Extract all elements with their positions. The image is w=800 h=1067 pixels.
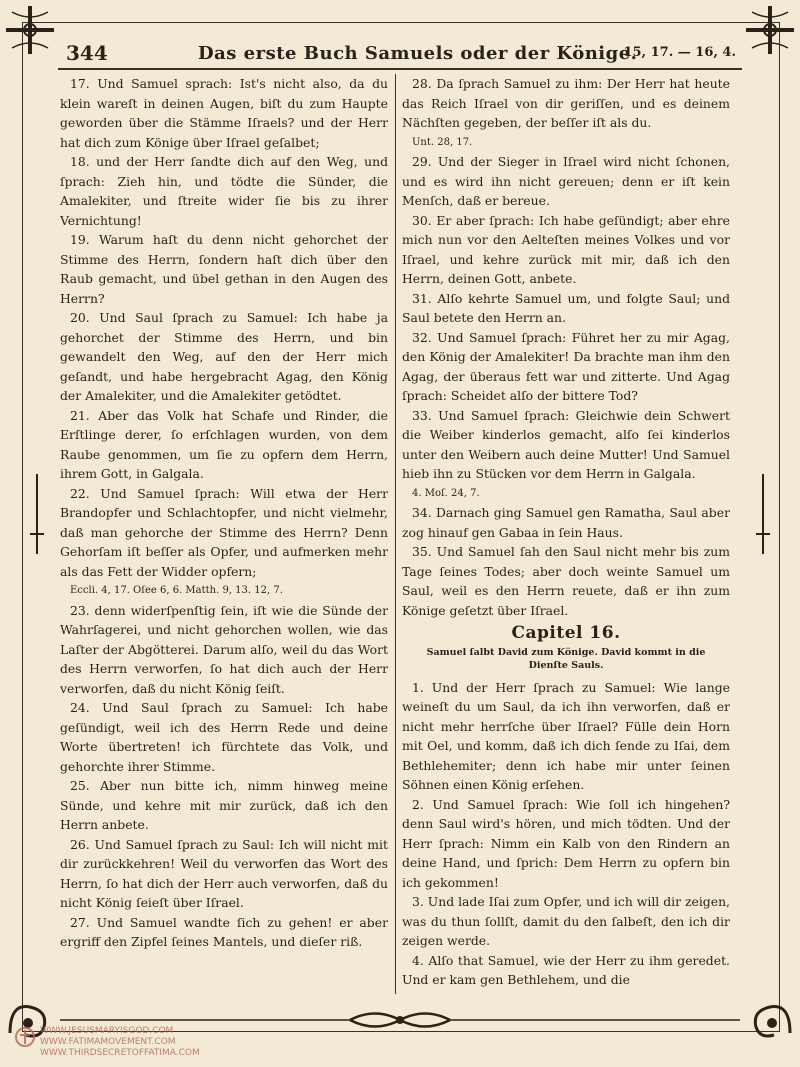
verse: 2. Und Samuel ſprach: Wie ſoll ich hingehen? denn Saul wird's hören, und mich tödten. Und der Herr ſprach: Nimm ein Kalb von den Rindern an deine Hand, und ſprich: Dem Herrn zu opfern bin ich gekommen! [402,796,730,890]
verse: 23. denn widerſpenſtig ſein, iſt wie die Sünde der Wahrſagerei, und nicht gehorchen wollen, wie das Laſter der Abgötterei. Darum alſo, weil du das Wort des Herrn verworfen, ſo hat dich auch der Herr verworfen, daß du nicht König ſeiſt. [60,602,388,696]
chapter-summary: Samuel ſalbt David zum Könige. David kommt in die Dienſte Sauls. [426,646,706,671]
verse: 1. Und der Herr ſprach zu Samuel: Wie lange weineſt du um Saul, da ich ihn verworfen, daß er nicht mehr herrſche über Iſrael? Fülle dein Horn mit Oel, und komm, daß ich dich ſende zu Iſai, dem Bethlehemiter; denn ich habe mir unter ſeinen Söhnen einen König erſehen. [402,679,730,792]
chapter-heading: Capitel 16. [511,623,621,643]
running-title: Das erste Buch Samuels oder der Könige. [198,43,638,64]
verse: 34. Darnach ging Samuel gen Ramatha, Saul aber zog hinauf gen Gabaa in ſein Haus. [402,505,730,540]
verse: 26. Und Samuel ſprach zu Saul: Ich will nicht mit dir zurückkehren! Weil du verworfen das Wort des Herrn, ſo hat dich der Herr auch verworfen, daß du nicht König ſeieſt über Iſrael. [60,836,388,910]
watermark-line: WWW.FATIMAMOVEMENT.COM [40,1037,176,1047]
verse: 30. Er aber ſprach: Ich habe geſündigt; aber ehre mich nun vor den Aelteſten meines Volkes und vor Iſrael, und kehre zurück mit mir, daß ich den Herrn, deinen Gott, anbete. [402,212,730,286]
right-column [402,74,730,994]
left-column [60,74,388,994]
chapter-verse-range: 15, 17. — 16, 4. [623,45,736,60]
watermark-line: WWW.THIRDSECRETOFFATIMA.COM [40,1048,200,1058]
text-columns [60,74,730,994]
verse: 27. Und Samuel wandte ſich zu gehen! er aber ergriff den Zipfel ſeines Mantels, und dieſer riß. [60,914,388,949]
corner-cross-ornament-icon [4,4,56,56]
verse: 32. Und Samuel ſprach: Führet her zu mir Agag, den König der Amalekiter! Da brachte man ihm den Agag, der überaus fett war und zitterte. Und Agag ſprach: Scheidet alſo der bittere Tod? [402,329,730,403]
verse: 31. Alſo kehrte Samuel um, und folgte Saul; und Saul betete den Herrn an. [402,290,730,325]
verse: 21. Aber das Volk hat Schafe und Rinder, die Erſtlinge derer, ſo erſchlagen wurden, von dem Raube genommen, um ſie zu opfern dem Herrn, ihrem Gott, in Galgala. [60,407,388,481]
verse: 24. Und Saul ſprach zu Samuel: Ich habe geſündigt, weil ich des Herrn Rede und deine Worte übertreten! ich fürchtete das Volk, und gehorchte ihrer Stimme. [60,700,388,774]
page-header [58,38,742,70]
verse: 28. Da ſprach Samuel zu ihm: Der Herr hat heute das Reich Iſrael von dir geriſſen, und es deinem Nächſten gegeben, der beſſer iſt als du. [402,76,730,130]
verse: 17. Und Samuel sprach: Ist's nicht also, da du klein wareſt in deinen Augen, biſt du zum Haupte geworden über die Stämme Iſraels? und der Herr hat dich zum Könige über Iſrael geſalbet; [60,76,388,150]
cross-reference: Eccli. 4, 17. Oſee 6, 6. Matth. 9, 13. 12, 7. [70,585,283,596]
verse: 19. Warum haſt du denn nicht gehorchet der Stimme des Herrn, ſondern haſt dich über den Raub gemacht, und übel gethan in den Augen des Herrn? [60,232,388,306]
verse: 4. Alſo that Samuel, wie der Herr zu ihm geredet. Und er kam gen Bethlehem, und die [402,952,730,987]
watermark [14,1026,200,1059]
cross-reference: Unt. 28, 17. [412,136,473,148]
verse: 20. Und Saul ſprach zu Samuel: Ich habe ja gehorchet der Stimme des Herrn, und bin gewandelt den Weg, auf den der Herr mich geſandt, und habe hergebracht Agag, den König der Amalekiter, und die Amalekiter getödtet. [60,310,388,403]
side-cross-ornament-icon [30,474,44,554]
verse: 18. und der Herr ſandte dich auf den Weg, und ſprach: Zieh hin, und tödte die Sünder, die Amalekiter, und ſtreite wider ſie bis zu ihrer Vernichtung! [60,154,388,228]
corner-scroll-ornament-icon [744,993,796,1045]
verse: 22. Und Samuel ſprach: Will etwa der Herr Brandopfer und Schlachtopfer, und nicht vielmehr, daß man gehorche der Stimme des Herrn? Denn Gehorſam iſt beſſer als Opfer, und aufmerken mehr als das Fett der Widder opfern; [60,485,388,579]
verse: 3. Und lade Iſai zum Opfer, und ich will dir zeigen, was du thun ſollſt, damit du den ſalbeſt, den ich dir zeigen werde. [402,894,730,948]
watermark-seal-icon [14,1026,36,1048]
column-divider [395,74,396,994]
verse: 25. Aber nun bitte ich, nimm hinweg meine Sünde, und kehre mit mir zurück, daß ich den Herrn anbete. [60,778,388,832]
verse: 29. Und der Sieger in Iſrael wird nicht ſchonen, und es wird ihn nicht gereuen; denn er iſt kein Menſch, daß er bereue. [402,154,730,208]
side-cross-ornament-icon [756,474,770,554]
verse: 35. Und Samuel ſah den Saul nicht mehr bis zum Tage ſeines Todes; aber doch weinte Samuel um Saul, weil es den Herrn reuete, daß er ihn zum Könige geſetzt über Iſrael. [402,544,730,618]
watermark-line: WWW.JESUSMARYISGOD.COM [40,1026,174,1036]
corner-cross-ornament-icon [744,4,796,56]
page-number: 344 [66,41,108,65]
cross-reference: 4. Moſ. 24, 7. [412,487,480,499]
verse: 33. Und Samuel ſprach: Gleichwie dein Schwert die Weiber kinderlos gemacht, alſo ſei kinderlos unter den Weibern auch deine Mutter! Und Samuel hieb ihn zu Stücken vor dem Herrn in Galgala. [402,407,730,481]
